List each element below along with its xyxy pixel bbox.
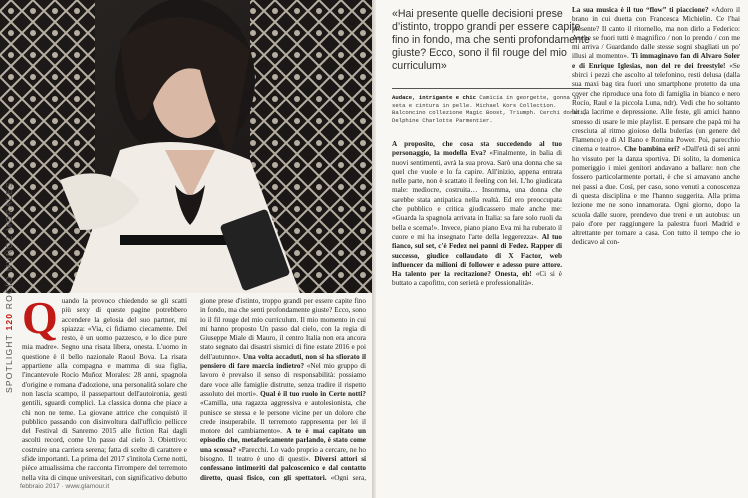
question: A proposito, che cosa sta succedendo al tuo personaggio, la modella Eva?	[392, 140, 562, 158]
question: Qual è il tuo ruolo in Certe notti?	[260, 389, 366, 398]
article-column-4	[572, 6, 740, 480]
portrait-illustration	[0, 0, 372, 293]
question: Una volta accaduti, non si ha sfiorato il pensiero di fare marcia indietro?	[200, 352, 366, 371]
question: La sua musica è il tuo “flow” ti piaccione?	[572, 6, 712, 14]
article-column-2	[200, 297, 366, 481]
left-page	[0, 0, 372, 498]
answer: «Se sbirci i pezzi che ascolto al telefonino, resti delusa (dalla sua maxi bag tira fuori uno smartphone protetto da una cover che riproduce una foto di famiglia in bianco e nero Rocío, Raul e la piccola Luna, ndr). Vedi che ho soltanto hit da lacrime e depressione. Alle feste, gli amici hanno smesso di usare le mie playlist. E pensare che papà mi ha cresciuta al ritmo gioioso della bulerías (un genere del Flamenco) e di Al Bano e Romina Power. Poi, parecchio cinema e teatro».	[572, 61, 740, 154]
question: Che bambina eri?	[624, 145, 683, 154]
question: Ti immaginavo fan di Alvaro Soler e di Enrique Iglesias, non del re dei freestyle!	[572, 52, 740, 70]
left-columns	[22, 297, 366, 481]
article-text: uando la provoco chiedendo se gli scatti più sexy di queste pagine potrebbero accendere la gelosia del suo partner, mi spiazza: «Via, ci fidiamo ciecamente. Del resto, è un uomo pazzesco, e lo dice pure mia madre». Segno una risata libera, onesta. L'uomo in questione è il bello nazionale Raoul Bova. La risata appartiene alla compagna e mamma di sua figlia, l'incantevole Rocío Muñoz Morales: 28 anni, spagnola d'origine e romana d'adozione, una personalità solare che non lascia scampo, il passepartout dell'autoironia, gesti gentili, sguardi complici. La classica donna che piace a chi non ne teme. La giovane attrice che conquistò il pubblico passando con disinvoltura dall'ufficio pellicce del Festival di Sanremo 2015 alle fiction Rai dagli ascolti record, come Un passo dal cielo 3. Obiettivo: costruire una carriera serena; fatta di scelte di carattere e sfide importanti. La prima del 2017 s'intitola Cerne notti, pièce attualissima che racconta l'irrompere del terremoto nella vita di cinque universitari, con significativo debutto	[22, 297, 187, 481]
answer: «Finalmente, in balia di nuovi sentimenti, avrà la sua prova. Sarò una donna che sa quel che vuole e lo fa capire. All'inizio, appena entrata nelle parte, non è scattato il feeling con lei. L'ho giudicata male: mediocre, costruita… Insomma, una donna che sarebbe stata antipatica nella realtà. Ed ero preoccupata che pubblico e critica giudicassero male anche me: «Guarda la spagnola arrivata in Italia: sa fare solo ruoli da bella e scema!». Invece, piano piano Eva mi ha ruberato il cuore e mi ha insegnato l'arte della leggerezza».	[392, 149, 562, 241]
subject-name: ROCÍO MUÑOZ MORALES	[4, 181, 14, 310]
right-page	[376, 0, 748, 498]
answer: «Ogni sera,	[330, 473, 366, 481]
answer: «Ci si è buttato a capofitto, con serietà e professionalità».	[392, 270, 562, 288]
cover-photo	[0, 0, 372, 293]
credits-divider	[392, 88, 590, 89]
pull-quote: «Hai presente quelle decisioni prese d’istinto, troppo grandi per essere capite fino in fondo, ma che senti profondamente giuste? Ecco, sono il fil rouge del mio curriculum»	[392, 8, 590, 72]
answer: «Parecchi. Lo vado proprio a cercare, ne ho bisogno. Il teatro è uno di questi».	[200, 445, 366, 464]
question: A te è mai capitato un episodio che, metaforicamente parlando, è stato come una scossa?	[200, 427, 366, 454]
dropcap: Q	[22, 297, 58, 343]
question: Diversi attori si confessano intimoriti dal palcoscenico e dal contatto diretto, quasi fisico, con gli spettatori.	[200, 455, 366, 481]
article-column-1	[22, 297, 187, 481]
answer: «Adoro il brano in cui duetta con Francesca Michielin. Ce l'hai presente? Il canto il ritornello, ma non dirlo a Federico: Anche se fuori tutti è magnifico / non lo prendo / con me mi arriva / Guardando dalle stesse sogni sbagliati un po' illusi al momento».	[572, 6, 740, 61]
credits-text: Camicia in georgette, gonna in seta e cintura in pelle. Michael Kors Collection. Balconcino collezione Magic Boost, Triumph. Cerchi dorati, Delphine Charlotte Parmentier.	[392, 94, 587, 124]
section-label: SPOTLIGHT	[4, 330, 14, 393]
answer: «Nel mio gruppo di lavoro è prevalso il senso di responsabilità: possiamo dare voce alle famiglie distrutte, senza tradire il rispetto assoluto dei morti».	[200, 362, 366, 398]
photo-credits	[392, 94, 590, 124]
question: Al tuo fianco, sul set, c'è Fedez nei panni di Fedez. Rapper di successo, giudice collaudato di X Factor, web influencer da milioni di follower e adesso pure attore. Ha talento per la recitazione? Onesta, eh!	[392, 232, 562, 279]
article-text: gione prese d'istinto, troppo grandi per essere capite fino in fondo, ma che senti profondamente giuste? Ecco, sono io il fil rouge del mio curriculum. Il mio momento in cui mi hanno proposto Un passo dal cielo, con la regia di Giuseppe Miale di Mauro, il centro Italia non era ancora stato segnato dai disastri sismici di fine estate 2016 e poi dell'autunno».	[200, 297, 366, 361]
page-number: 120	[4, 309, 14, 331]
answer: «Dall'età di sei anni ho vissuto per la danza sportiva. Di solito, la domenica pomeriggio i miei genitori andavano a ballare: non che fossero particolarmente portati, è che si amavano anche nei passi a due. Così, per caso, sono venuti a conoscenza di questa disciplina e me l'hanno suggerita. Alla prima lezione me ne sono innamorata. Ogni giorno, dopo la scuola dalle suore, prendevo due treni e un autobus: un paio d'ore per raggiungere la palestra fuori Madrid e altrettante per tornare a casa. Con tutto il tempo che io dedicavo al con-	[572, 145, 740, 247]
article-column-3	[392, 140, 562, 480]
credits-lead: Audace, intrigante e chic	[392, 94, 480, 101]
spine-label	[4, 120, 18, 460]
page-footer: febbraio 2017 · www.glamour.it	[20, 483, 110, 490]
spine-text	[4, 120, 18, 454]
answer: «Camilla, una ragazza aggressiva e autolesionista, che punisce se stessa e le persone vicine per un dolore che crede insuperabile. Il terremoto rappresenta per lei il motore del cambiamento».	[200, 399, 366, 436]
